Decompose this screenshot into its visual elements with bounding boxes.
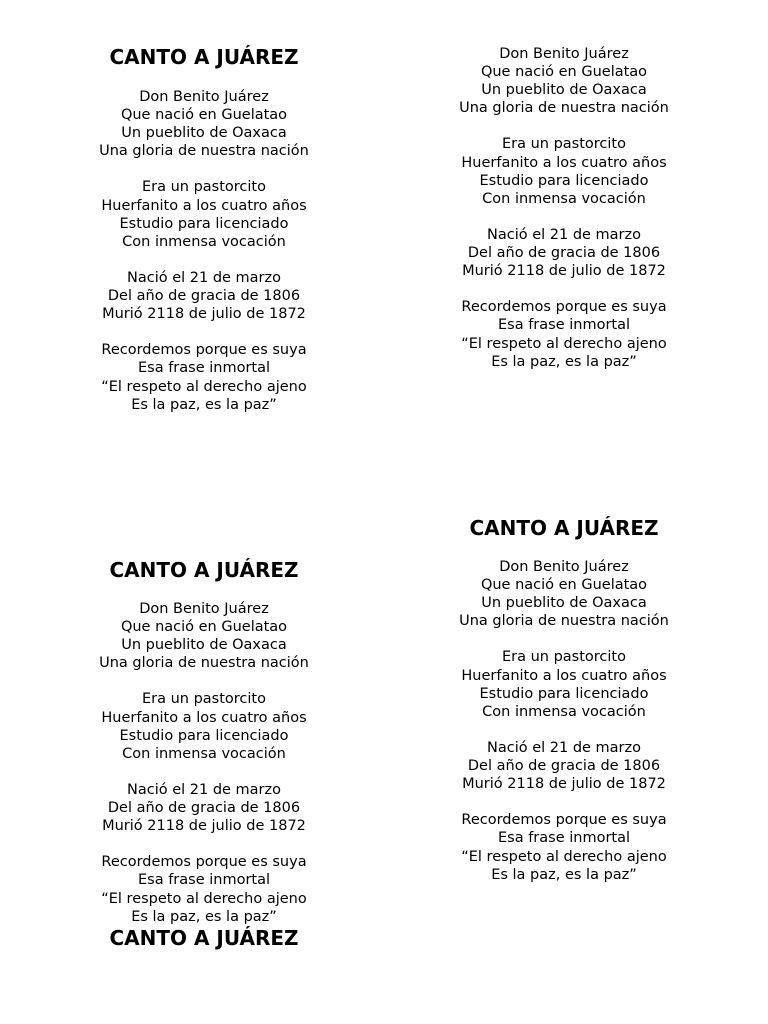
verse-line: Una gloria de nuestra nación xyxy=(99,655,309,672)
verse-line: Murió 2118 de julio de 1872 xyxy=(102,306,306,323)
verse-line: Esa frase inmortal xyxy=(137,872,271,889)
verse-line: Con inmensa vocación xyxy=(122,233,286,250)
verse-line: Es la paz, es la paz” xyxy=(491,866,637,883)
poem-title: CANTO A JUÁREZ xyxy=(109,45,299,69)
verse-line: Que nació en Guelatao xyxy=(120,619,288,636)
verse-line: Nació el 21 de marzo xyxy=(486,739,642,756)
verse-line: Era un pastorcito xyxy=(141,691,266,708)
stanza xyxy=(54,341,354,413)
verse-line: Don Benito Juárez xyxy=(139,601,269,617)
verse-line: Recordemos porque es suya xyxy=(461,299,667,316)
verse-line: Que nació en Guelatao xyxy=(480,577,648,594)
verse-line: Esa frase inmortal xyxy=(497,830,631,847)
verse-line: Estudio para licenciado xyxy=(479,685,649,702)
verse-line: Era un pastorcito xyxy=(141,179,266,196)
verse-line: Es la paz, es la paz” xyxy=(491,353,637,370)
verse-line: “El respeto al derecho ajeno xyxy=(101,378,307,395)
verse-line: Es la paz, es la paz” xyxy=(131,396,277,413)
stanza xyxy=(414,739,714,793)
verse-line: Nació el 21 de marzo xyxy=(126,781,282,798)
verse-line: Es la paz, es la paz” xyxy=(131,908,277,925)
verse-line: Huerfanito a los cuatro años xyxy=(101,709,307,726)
verse-line: Nació el 21 de marzo xyxy=(126,269,282,286)
verse-line: Un pueblito de Oaxaca xyxy=(481,595,647,612)
verse-line: Huerfanito a los cuatro años xyxy=(101,197,307,214)
verse-line: Don Benito Juárez xyxy=(139,89,269,105)
verse-line: Que nació en Guelatao xyxy=(120,107,288,124)
verse-line: Del año de gracia de 1806 xyxy=(107,288,301,305)
poem-title: CANTO A JUÁREZ xyxy=(469,516,659,540)
verse-line: Un pueblito de Oaxaca xyxy=(121,637,287,654)
stanza xyxy=(414,811,714,883)
stanza xyxy=(414,135,714,207)
verse-line: Nació el 21 de marzo xyxy=(486,226,642,243)
verse-line: Recordemos porque es suya xyxy=(101,342,307,359)
verse-line: Del año de gracia de 1806 xyxy=(467,758,661,775)
verse-line: “El respeto al derecho ajeno xyxy=(461,335,667,352)
verse-line: Huerfanito a los cuatro años xyxy=(461,667,667,684)
stanza xyxy=(414,648,714,720)
poem-title: CANTO A JUÁREZ xyxy=(109,558,299,582)
verse-line: Recordemos porque es suya xyxy=(461,812,667,829)
verse-line: Estudio para licenciado xyxy=(119,215,289,232)
stanza xyxy=(54,269,354,323)
verse-line: Del año de gracia de 1806 xyxy=(467,245,661,262)
verse-line: Con inmensa vocación xyxy=(482,190,646,207)
verse-line: Con inmensa vocación xyxy=(482,703,646,720)
verse-line: Recordemos porque es suya xyxy=(101,854,307,871)
stanza xyxy=(54,853,354,925)
verse-line: Esa frase inmortal xyxy=(497,317,631,334)
verse-line: Del año de gracia de 1806 xyxy=(107,800,301,817)
stanza xyxy=(414,558,714,630)
verse-line: Huerfanito a los cuatro años xyxy=(461,154,667,171)
stanza xyxy=(54,600,354,672)
stanza xyxy=(54,781,354,835)
verse-line: Con inmensa vocación xyxy=(122,745,286,762)
verse-line: “El respeto al derecho ajeno xyxy=(101,890,307,907)
stanza xyxy=(414,226,714,280)
verse-line: Una gloria de nuestra nación xyxy=(459,100,669,117)
verse-line: Esa frase inmortal xyxy=(137,360,271,377)
verse-line: Un pueblito de Oaxaca xyxy=(121,125,287,142)
stanza xyxy=(54,178,354,250)
stanza xyxy=(54,88,354,160)
poem-body xyxy=(54,600,354,926)
stanza xyxy=(414,298,714,370)
poem-body xyxy=(414,45,714,371)
verse-line: Don Benito Juárez xyxy=(499,46,629,62)
verse-line: Murió 2118 de julio de 1872 xyxy=(462,263,666,280)
verse-line: Murió 2118 de julio de 1872 xyxy=(462,776,666,793)
verse-line: Un pueblito de Oaxaca xyxy=(481,82,647,99)
verse-line: Una gloria de nuestra nación xyxy=(459,613,669,630)
poem-body xyxy=(414,558,714,884)
stanza xyxy=(414,45,714,117)
verse-line: Era un pastorcito xyxy=(501,136,626,153)
verse-line: Don Benito Juárez xyxy=(499,559,629,575)
verse-line: Era un pastorcito xyxy=(501,649,626,666)
verse-line: Que nació en Guelatao xyxy=(480,64,648,81)
verse-line: “El respeto al derecho ajeno xyxy=(461,848,667,865)
verse-line: Estudio para licenciado xyxy=(479,172,649,189)
verse-line: Una gloria de nuestra nación xyxy=(99,143,309,160)
verse-line: Murió 2118 de julio de 1872 xyxy=(102,818,306,835)
verse-line: Estudio para licenciado xyxy=(119,727,289,744)
poem-body xyxy=(54,88,354,414)
stanza xyxy=(54,690,354,762)
poem-title: CANTO A JUÁREZ xyxy=(109,926,299,950)
